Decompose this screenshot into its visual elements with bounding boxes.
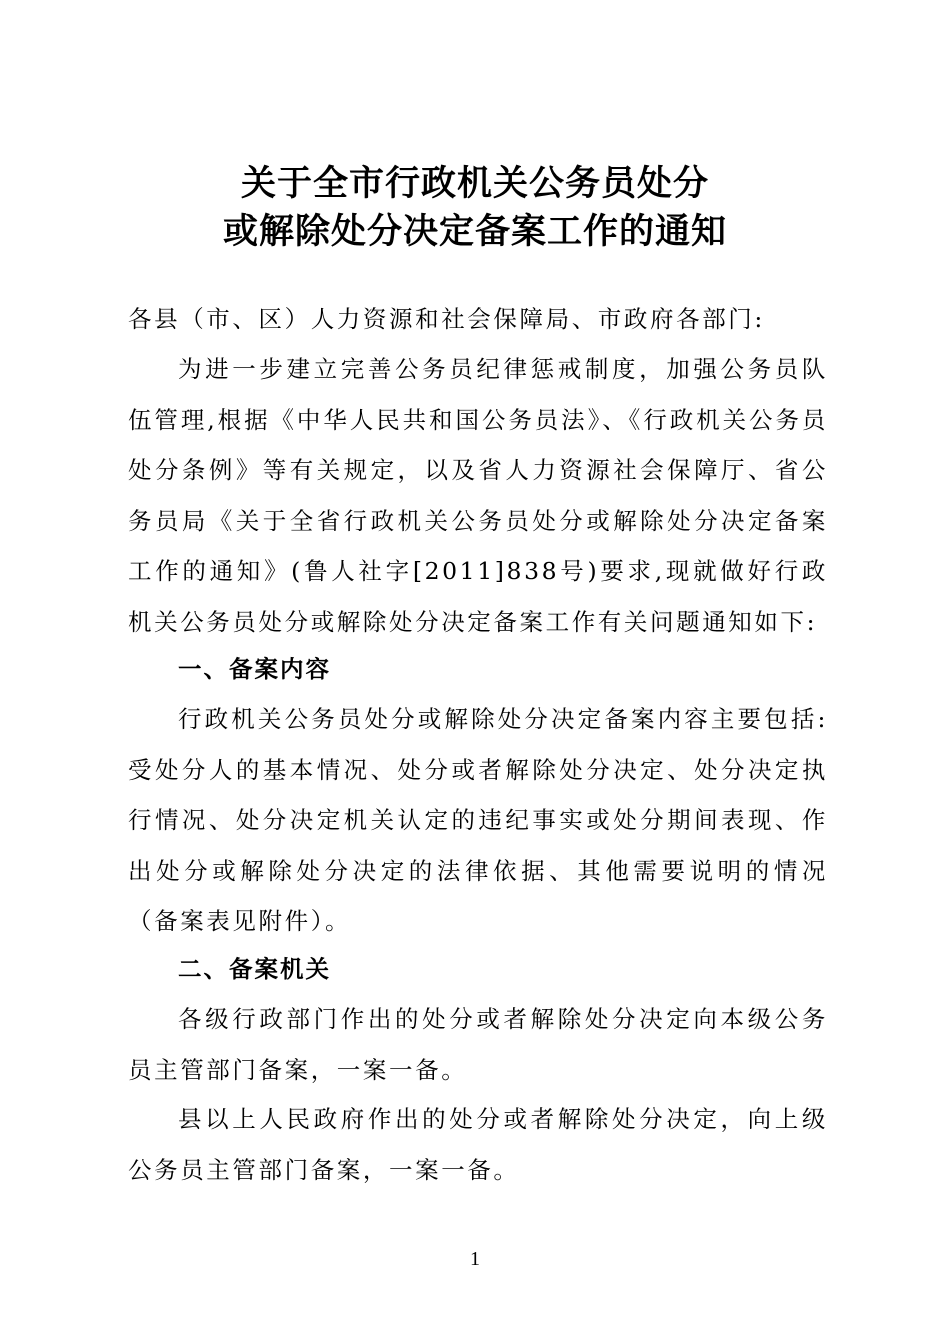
document-title-line-1: 关于全市行政机关公务员处分 xyxy=(240,164,709,204)
section-heading-filing-content: 一、备案内容 xyxy=(178,655,331,683)
salutation: 各县（市、区）人力资源和社会保障局、市政府各部门: xyxy=(128,305,765,333)
paragraph-filing-authority-1: 各级行政部门作出的处分或者解除处分决定向本级公务员主管部门备案，一案一备。 xyxy=(128,1005,828,1084)
section-heading-filing-authority: 二、备案机关 xyxy=(178,955,331,983)
paragraph-filing-authority-2: 县以上人民政府作出的处分或者解除处分决定，向上级公务员主管部门备案，一案一备。 xyxy=(128,1105,828,1184)
page-number: 1 xyxy=(470,1248,480,1270)
paragraph-filing-content: 行政机关公务员处分或解除处分决定备案内容主要包括:受处分人的基本情况、处分或者解除处分决定、处分决定执行情况、处分决定机关认定的违纪事实或处分期间表现、作出处分或解除处分决定的法律依据、其他需要说明的情况（备案表见附件）。 xyxy=(128,705,828,935)
document-title-line-2: 或解除处分决定备案工作的通知 xyxy=(222,212,727,252)
paragraph-intro: 为进一步建立完善公务员纪律惩戒制度，加强公务员队伍管理,根据《中华人民共和国公务员法》、《行政机关公务员处分条例》等有关规定，以及省人力资源社会保障厅、省公务员局《关于全省行政机关公务员处分或解除处分决定备案工作的通知》(鲁人社字[2011]838号)要求,现就做好行政机关公务员处分或解除处分决定备案工作有关问题通知如下: xyxy=(128,355,828,636)
